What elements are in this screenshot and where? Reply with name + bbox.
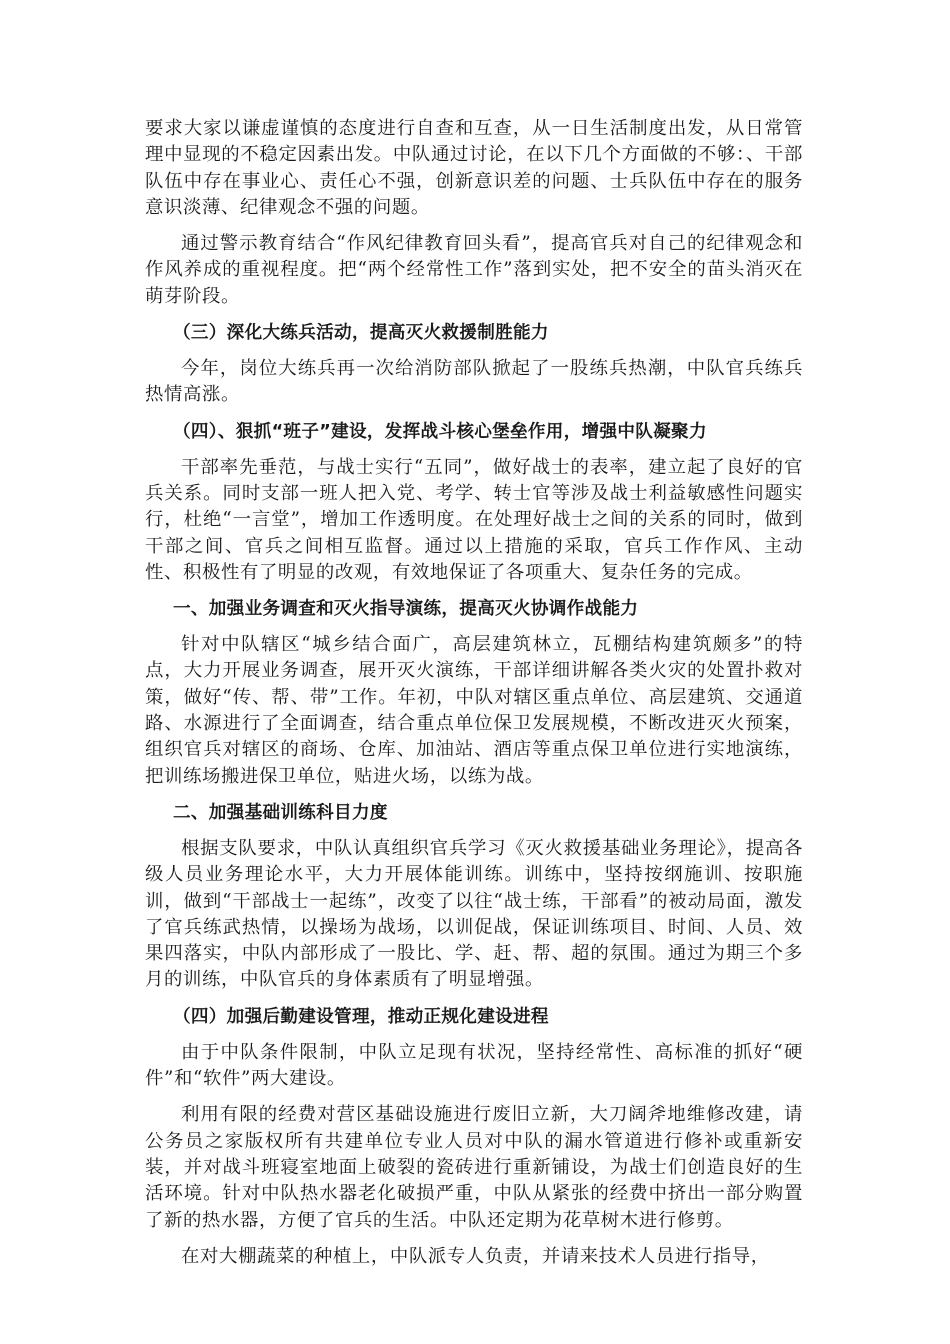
paragraph-training-enthusiasm: 今年，岗位大练兵再一次给消防部队掀起了一股练兵热潮，中队官兵练兵热情高涨。 xyxy=(145,358,803,406)
paragraph-hardware-software: 由于中队条件限制，中队立足现有状况，坚持经常性、高标准的抓好“硬件”和“软件”两大建设。 xyxy=(145,1041,803,1090)
paragraph-facility-renovation: 利用有限的经费对营区基础设施进行废旧立新，大刀阔斧地维修改建，请公务员之家版权所有共建单位专业人员对中队的漏水管道进行修补或重新安装，并对战斗班寝室地面上破裂的瓷砖进行重新铺设，为战士们创造良好的生活环境。针对中队热水器老化破损严重，中队从紧张的经费中挤出一部分购置了新的热水器，方便了官兵的生活。中队还定期为花草树木进行修剪。 xyxy=(145,1104,803,1231)
paragraph-officer-example: 干部率先垂范，与战士实行“五同”，做好战士的表率，建立起了良好的官兵关系。同时支部一班人把入党、考学、转士官等涉及战士利益敏感性问题实行，杜绝“一言堂”，增加工作透明度。在处理好战士之间的关系的同时，做到干部之间、官兵之间相互监督。通过以上措施的采取，官兵工作作风、主动性、积极性有了明显的改观，有效地保证了各项重大、复杂任务的完成。 xyxy=(145,456,803,583)
heading-logistics: （四）加强后勤建设管理，推动正规化建设进程 xyxy=(173,1006,549,1027)
paragraph-self-inspection: 要求大家以谦虚谨慎的态度进行自查和互查，从一日生活制度出发，从日常管理中显现的不稳定因素出发。中队通过讨论，在以下几个方面做的不够：、干部队伍中存在事业心、责任心不强，创新意识差的问题、士兵队伍中存在的服务意识淡薄、纪律观念不强的问题。 xyxy=(145,118,803,218)
paragraph-warning-education: 通过警示教育结合“作风纪律教育回头看”，提高官兵对自己的纪律观念和作风养成的重视程度。把“两个经常性工作”落到实处，把不安全的苗头消灭在萌芽阶段。 xyxy=(145,233,803,307)
heading-training-campaign: （三）深化大练兵活动，提高灭火救援制胜能力 xyxy=(173,323,549,344)
paragraph-physical-training: 根据支队要求，中队认真组织官兵学习《灭火救援基础业务理论》，提高各级人员业务理论水平，大力开展体能训练。训练中，坚持按纲施训、按职施训，做到“干部战士一起练”，改变了以往“战士练，干部看”的被动局面，激发了官兵练武热情，以操场为战场，以训促战，保证训练项目、时间、人员、效果四落实，中队内部形成了一股比、学、赶、帮、超的氛围。通过为期三个多月的训练，中队官兵的身体素质有了明显增强。 xyxy=(145,837,803,991)
document-page xyxy=(145,116,803,1280)
heading-basic-training: 二、加强基础训练科目力度 xyxy=(173,802,388,823)
paragraph-greenhouse: 在对大棚蔬菜的种植上，中队派专人负责，并请来技术人员进行指导， xyxy=(181,1245,770,1267)
paragraph-district-survey: 针对中队辖区“城乡结合面广，高层建筑林立，瓦棚结构建筑颇多”的特点，大力开展业务调查，展开灭火演练，干部详细讲解各类火灾的处置扑救对策，做好“传、帮、带”工作。年初，中队对辖区重点单位、高层建筑、交通道路、水源进行了全面调查，结合重点单位保卫发展规模，不断改进灭火预案，组织官兵对辖区的商场、仓库、加油站、酒店等重点保卫单位进行实地演练，把训练场搬进保卫单位，贴进火场，以练为战。 xyxy=(145,634,803,787)
heading-leadership-building: （四）、狠抓“班子”建设，发挥战斗核心堡垒作用，增强中队凝聚力 xyxy=(173,421,707,442)
heading-business-survey: 一、加强业务调查和灭火指导演练，提高灭火协调作战能力 xyxy=(173,599,639,620)
